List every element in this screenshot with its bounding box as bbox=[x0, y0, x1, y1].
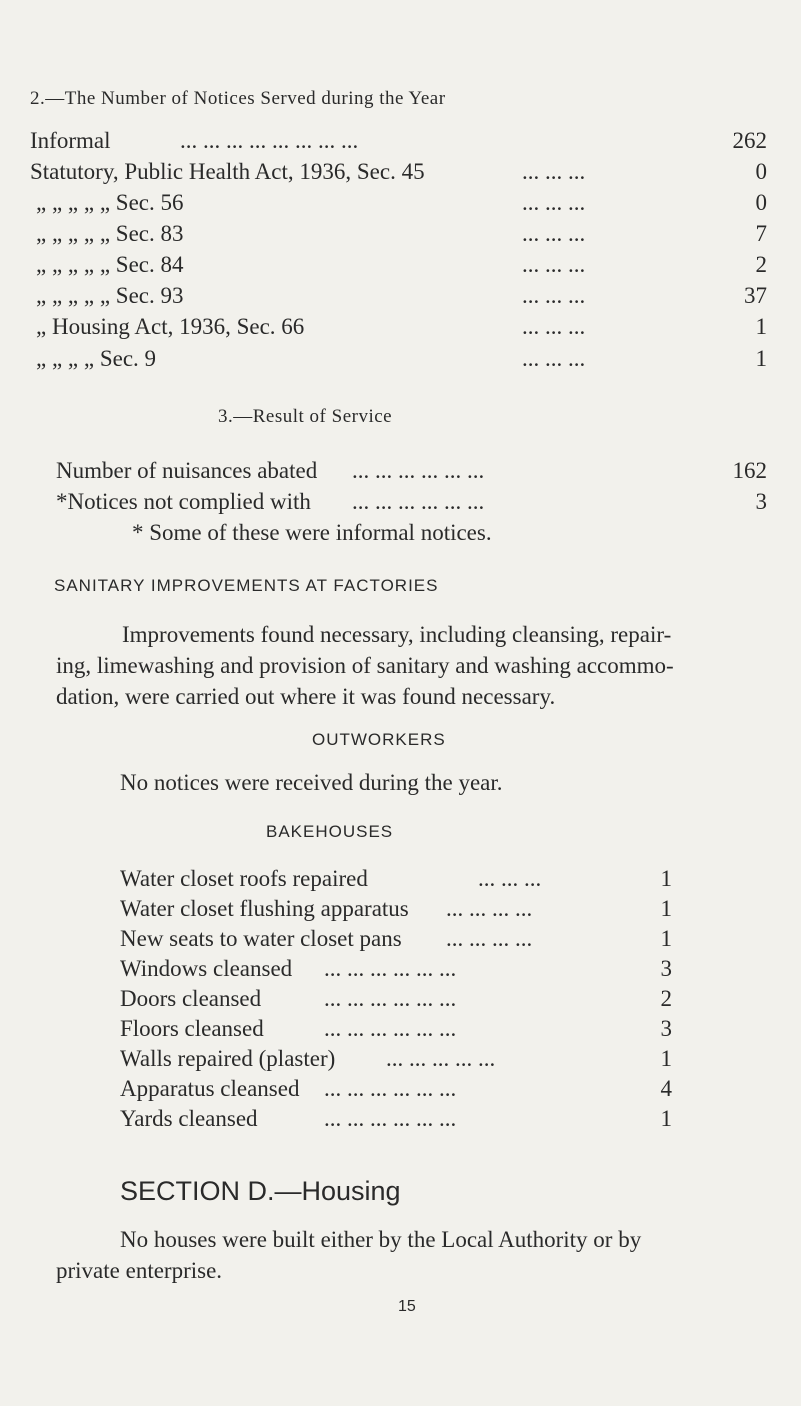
dot-leader: ... ... ... bbox=[522, 190, 586, 215]
table-row-value: 1 bbox=[755, 346, 767, 371]
notices-served-heading: 2.—The Number of Notices Served during the Year bbox=[30, 88, 446, 109]
table-row-value: 162 bbox=[732, 458, 767, 483]
table-row-label: „ „ „ „ „ Sec. 93 bbox=[36, 283, 184, 308]
table-row-value: 3 bbox=[755, 489, 767, 514]
dot-leader: ... ... ... ... ... ... bbox=[324, 1076, 457, 1101]
table-row-label: Statutory, Public Health Act, 1936, Sec. 45 bbox=[30, 159, 425, 184]
table-row-value: 3 bbox=[660, 956, 672, 981]
table-row-value: 0 bbox=[755, 190, 767, 215]
table-row-label: „ „ „ „ Sec. 9 bbox=[36, 346, 157, 371]
table-row-value: 262 bbox=[732, 128, 767, 153]
table-row-label: Water closet flushing apparatus bbox=[120, 896, 409, 921]
table-row-label: Informal bbox=[30, 128, 111, 153]
table-row-value: 2 bbox=[660, 986, 672, 1011]
table-row-label: Yards cleansed bbox=[120, 1106, 258, 1131]
table-row-label: „ Housing Act, 1936, Sec. 66 bbox=[36, 314, 305, 339]
table-row-value: 3 bbox=[660, 1016, 672, 1041]
table-row-label: Walls repaired (plaster) bbox=[120, 1046, 336, 1071]
table-row-label: Number of nuisances abated bbox=[56, 458, 318, 483]
page-number: 15 bbox=[398, 1298, 416, 1315]
factories-line-3: dation, were carried out where it was found necessary. bbox=[56, 684, 556, 709]
table-row-label: „ „ „ „ „ Sec. 83 bbox=[36, 221, 184, 246]
table-row-label: „ „ „ „ „ Sec. 56 bbox=[36, 190, 184, 215]
table-row-label: Doors cleansed bbox=[120, 986, 262, 1011]
dot-leader: ... ... ... bbox=[522, 221, 586, 246]
outworkers-text: No notices were received during the year. bbox=[120, 770, 503, 795]
dot-leader: ... ... ... ... ... bbox=[386, 1046, 496, 1071]
dot-leader: ... ... ... ... ... ... ... ... bbox=[180, 128, 359, 153]
outworkers-heading: OUTWORKERS bbox=[312, 730, 446, 749]
table-row-label: Apparatus cleansed bbox=[120, 1076, 300, 1101]
table-row-value: 1 bbox=[755, 314, 767, 339]
dot-leader: ... ... ... bbox=[522, 159, 586, 184]
dot-leader: ... ... ... ... ... ... bbox=[324, 1106, 457, 1131]
table-row-label: Floors cleansed bbox=[120, 1016, 264, 1041]
table-row-value: 2 bbox=[755, 252, 767, 277]
table-row-value: 37 bbox=[744, 283, 767, 308]
table-row-value: 4 bbox=[660, 1076, 672, 1101]
dot-leader: ... ... ... bbox=[478, 866, 542, 891]
table-row-label: Water closet roofs repaired bbox=[120, 866, 368, 891]
footnote: * Some of these were informal notices. bbox=[132, 520, 492, 545]
bakehouses-heading: BAKEHOUSES bbox=[266, 822, 394, 841]
factories-line-2: ing, limewashing and provision of sanitary and washing accommo- bbox=[56, 653, 674, 678]
dot-leader: ... ... ... ... ... ... bbox=[352, 489, 485, 514]
table-row-value: 0 bbox=[755, 159, 767, 184]
dot-leader: ... ... ... ... bbox=[446, 926, 533, 951]
dot-leader: ... ... ... ... ... ... bbox=[324, 986, 457, 1011]
factories-heading: SANITARY IMPROVEMENTS AT FACTORIES bbox=[54, 576, 439, 595]
dot-leader: ... ... ... bbox=[522, 283, 586, 308]
dot-leader: ... ... ... ... ... ... bbox=[324, 1016, 457, 1041]
dot-leader: ... ... ... bbox=[522, 346, 586, 371]
table-row-value: 1 bbox=[660, 926, 672, 951]
factories-line-1: Improvements found necessary, including cleansing, repair- bbox=[122, 622, 672, 647]
table-row-label: *Notices not complied with bbox=[56, 489, 311, 514]
table-row-value: 7 bbox=[755, 221, 767, 246]
section-d-heading: SECTION D.—Housing bbox=[120, 1176, 401, 1206]
table-row-value: 1 bbox=[660, 1106, 672, 1131]
housing-line-1: No houses were built either by the Local Authority or by bbox=[120, 1227, 642, 1252]
dot-leader: ... ... ... ... ... ... bbox=[352, 458, 485, 483]
table-row-value: 1 bbox=[660, 1046, 672, 1071]
dot-leader: ... ... ... bbox=[522, 314, 586, 339]
table-row-value: 1 bbox=[660, 896, 672, 921]
table-row-value: 1 bbox=[660, 866, 672, 891]
table-row-label: New seats to water closet pans bbox=[120, 926, 402, 951]
housing-line-2: private enterprise. bbox=[56, 1258, 223, 1283]
result-of-service-heading: 3.—Result of Service bbox=[218, 406, 393, 427]
dot-leader: ... ... ... ... bbox=[446, 896, 533, 921]
table-row-label: Windows cleansed bbox=[120, 956, 293, 981]
table-row-label: „ „ „ „ „ Sec. 84 bbox=[36, 252, 184, 277]
dot-leader: ... ... ... ... ... ... bbox=[324, 956, 457, 981]
dot-leader: ... ... ... bbox=[522, 252, 586, 277]
